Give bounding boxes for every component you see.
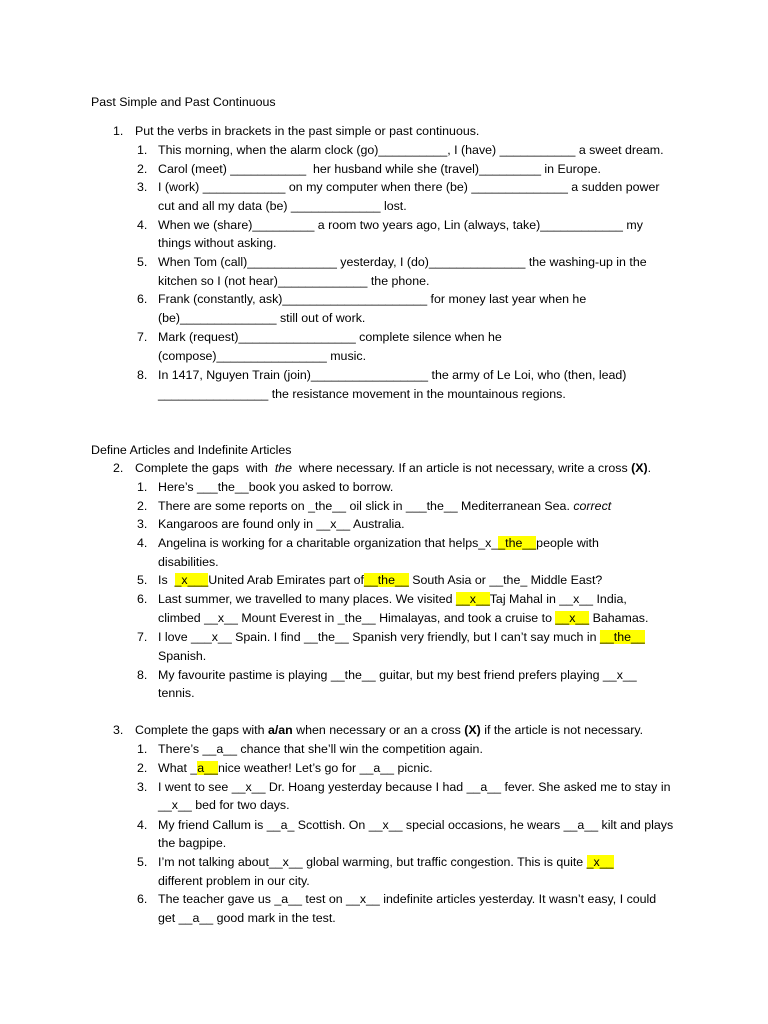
item-text-part: climbed __x__ Mount Everest in _the__ Himalayas, and took a cruise to — [158, 611, 556, 625]
item-text: The teacher gave us _a__ test on __x__ indefinite articles yesterday. It wasn’t easy, I could — [158, 892, 657, 906]
highlighted-answer: __x__ — [555, 611, 590, 625]
item-note: correct — [573, 499, 612, 513]
q3-instruction — [135, 721, 643, 739]
item-number: 1. — [137, 480, 148, 494]
item-text — [158, 534, 599, 552]
item-text — [158, 759, 433, 777]
item-text — [158, 853, 614, 871]
item-number: 4. — [137, 218, 148, 232]
item-text-part: What _ — [158, 761, 198, 775]
item-text-part: people with — [536, 536, 599, 550]
q1-number: 1. — [113, 124, 124, 138]
item-number: 1. — [137, 143, 148, 157]
item-text: cut and all my data (be) _____________ lost. — [158, 199, 407, 213]
item-text: (be)______________ still out of work. — [158, 311, 366, 325]
highlighted-answer: __the__ — [363, 573, 409, 587]
item-text-part: Is — [158, 573, 175, 587]
item-text: Here’s ___the__book you asked to borrow. — [158, 480, 394, 494]
item-text — [158, 609, 648, 627]
item-text-part: Bahamas. — [589, 611, 649, 625]
item-text: get __a__ good mark in the test. — [158, 911, 336, 925]
item-text — [158, 628, 645, 646]
item-text: Carol (meet) ___________ her husband while she (travel)_________ in Europe. — [158, 162, 601, 176]
q2-text-part: Complete the gaps with — [135, 461, 275, 475]
item-text: This morning, when the alarm clock (go)__________, I (have) ___________ a sweet dream. — [158, 143, 664, 157]
q2-instruction — [135, 459, 651, 477]
item-number: 6. — [137, 592, 148, 606]
item-text: tennis. — [158, 686, 195, 700]
item-number: 1. — [137, 742, 148, 756]
item-text: Mark (request)_________________ complete silence when he — [158, 330, 502, 344]
section2-title: Define Articles and Indefinite Articles — [91, 443, 292, 457]
item-text: kitchen so I (not hear)_____________ the phone. — [158, 274, 430, 288]
item-text: I (work) ____________ on my computer when there (be) ______________ a sudden power — [158, 180, 660, 194]
item-number: 7. — [137, 630, 148, 644]
item-text-part: Angelina is working for a charitable organization that helps_x_ — [158, 536, 499, 550]
q2-number: 2. — [113, 461, 124, 475]
q1-instruction: Put the verbs in brackets in the past simple or past continuous. — [135, 124, 480, 138]
item-text: Frank (constantly, ask)_____________________ for money last year when he — [158, 292, 587, 306]
q2-text-cross: (X) — [631, 461, 648, 475]
q3-text-part: if the article is not necessary. — [480, 723, 644, 737]
highlighted-answer: _the__ — [498, 536, 537, 550]
q3-text-part: when necessary or an a cross — [292, 723, 465, 737]
q3-number: 3. — [113, 723, 124, 737]
item-number: 6. — [137, 892, 148, 906]
item-text-part: United Arab Emirates part of — [208, 573, 364, 587]
item-text — [158, 590, 627, 608]
item-text: When Tom (call)_____________ yesterday, I (do)______________ the washing-up in the — [158, 255, 647, 269]
highlighted-answer: __x__ — [455, 592, 490, 606]
item-number: 2. — [137, 499, 148, 513]
item-text-part: I’m not talking about__x__ global warming, but traffic congestion. This is quite — [158, 855, 587, 869]
highlighted-answer: _x___ — [174, 573, 209, 587]
item-number: 3. — [137, 517, 148, 531]
item-text-part: nice weather! Let’s go for __a__ picnic. — [217, 761, 433, 775]
q3-text-bold: (X) — [464, 723, 481, 737]
item-number: 3. — [137, 780, 148, 794]
item-text: disabilities. — [158, 555, 219, 569]
q3-text-bold: a/an — [267, 723, 293, 737]
item-number: 4. — [137, 536, 148, 550]
item-number: 5. — [137, 573, 148, 587]
q3-text-part: Complete the gaps with — [135, 723, 268, 737]
item-text: __x__ bed for two days. — [158, 798, 290, 812]
item-text: Spanish. — [158, 649, 207, 663]
item-number: 2. — [137, 162, 148, 176]
item-text — [158, 571, 602, 589]
item-text: things without asking. — [158, 236, 277, 250]
item-text — [158, 497, 611, 515]
item-text-part: I love ___x__ Spain. I find __the__ Spanish very friendly, but I can’t say much in — [158, 630, 600, 644]
item-text-part: There are some reports on _the__ oil slick in ___the__ Mediterranean Sea. — [158, 499, 574, 513]
item-number: 2. — [137, 761, 148, 775]
item-number: 3. — [137, 180, 148, 194]
q2-text-the: the — [274, 461, 293, 475]
item-text: the bagpipe. — [158, 836, 227, 850]
item-text: My favourite pastime is playing __the__ guitar, but my best friend prefers playing __x__ — [158, 668, 637, 682]
item-text: different problem in our city. — [158, 874, 310, 888]
item-number: 7. — [137, 330, 148, 344]
item-text: ________________ the resistance movement in the mountainous regions. — [158, 387, 566, 401]
item-text-part: South Asia or __the_ Middle East? — [408, 573, 603, 587]
item-number: 5. — [137, 855, 148, 869]
item-text: I went to see __x__ Dr. Hoang yesterday because I had __a__ fever. She asked me to stay in — [158, 780, 671, 794]
highlighted-answer: __the__ — [599, 630, 645, 644]
highlighted-answer: _x__ — [586, 855, 614, 869]
item-number: 6. — [137, 292, 148, 306]
item-number: 4. — [137, 818, 148, 832]
item-text-part: Last summer, we travelled to many places. We visited — [158, 592, 456, 606]
item-text: (compose)________________ music. — [158, 349, 367, 363]
item-number: 8. — [137, 368, 148, 382]
item-text: When we (share)_________ a room two years ago, Lin (always, take)____________ my — [158, 218, 643, 232]
item-number: 5. — [137, 255, 148, 269]
q2-text-part: where necessary. If an article is not necessary, write a cross — [292, 461, 632, 475]
q2-text-part: . — [647, 461, 652, 475]
highlighted-answer: a__ — [197, 761, 218, 775]
item-text: Kangaroos are found only in __x__ Australia. — [158, 517, 405, 531]
item-text: In 1417, Nguyen Train (join)_________________ the army of Le Loi, who (then, lead) — [158, 368, 627, 382]
item-text: My friend Callum is __a_ Scottish. On __x__ special occasions, he wears __a__ kilt and plays — [158, 818, 674, 832]
item-number: 8. — [137, 668, 148, 682]
item-text: There’s __a__ chance that she’ll win the competition again. — [158, 742, 483, 756]
section1-title: Past Simple and Past Continuous — [91, 95, 276, 109]
item-text-part: Taj Mahal in __x__ India, — [489, 592, 627, 606]
